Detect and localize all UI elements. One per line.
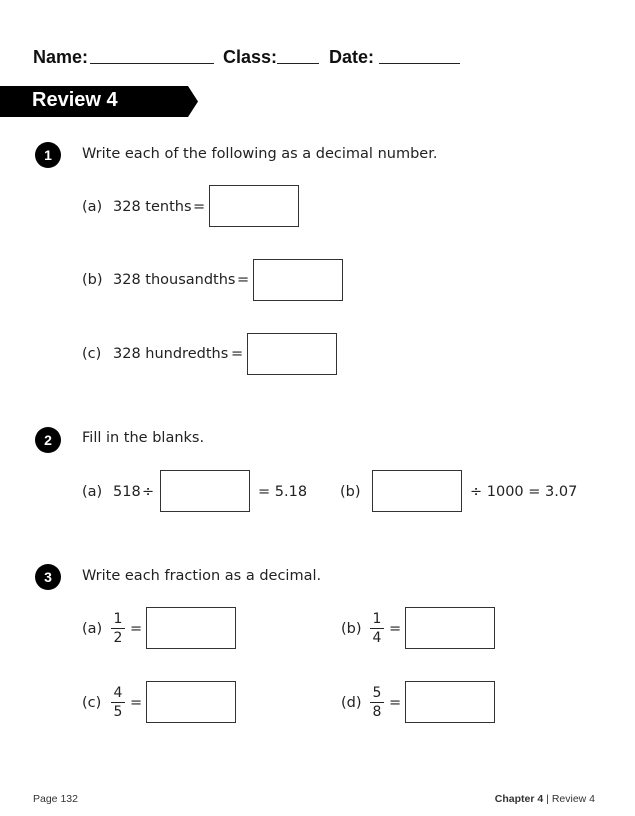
q3d-answer-box[interactable] xyxy=(405,681,495,723)
q3b-answer-box[interactable] xyxy=(405,607,495,649)
q2a-answer-box[interactable] xyxy=(160,470,250,512)
date-label: Date: xyxy=(329,47,375,67)
fraction-bar xyxy=(370,628,384,629)
q3b-denominator: 4 xyxy=(372,630,382,646)
q3b-numerator: 1 xyxy=(372,611,382,627)
q3c-equals: = xyxy=(130,695,143,711)
q1c-label: (c) xyxy=(82,346,102,362)
q1c-answer-box[interactable] xyxy=(247,333,337,375)
q3d-numerator: 5 xyxy=(372,685,382,701)
q3c-fraction xyxy=(111,685,125,720)
q3d-equals: = xyxy=(389,695,402,711)
class-label: Class: xyxy=(223,47,278,67)
q3a-fraction xyxy=(111,611,125,646)
q3d-fraction xyxy=(370,685,384,720)
q2a-label: (a) xyxy=(82,484,103,500)
q3b-label: (b) xyxy=(341,621,362,637)
q2a-divide-sign: ÷ xyxy=(142,484,155,500)
name-field[interactable] xyxy=(90,63,214,64)
q2b-result: ÷ 1000 = 3.07 xyxy=(470,484,578,500)
q3a-answer-box[interactable] xyxy=(146,607,236,649)
q2a-result: = 5.18 xyxy=(258,484,308,500)
q3b-fraction xyxy=(370,611,384,646)
name-label: Name: xyxy=(33,47,89,67)
q3d-denominator: 8 xyxy=(372,704,382,720)
q3a-denominator: 2 xyxy=(113,630,123,646)
q3a-equals: = xyxy=(130,621,143,637)
question-2-number: 2 xyxy=(35,427,61,453)
q3c-denominator: 5 xyxy=(113,704,123,720)
fraction-bar xyxy=(111,628,125,629)
page-number: Page 132 xyxy=(33,793,78,805)
q1b-label: (b) xyxy=(82,272,103,288)
q1b-text: 328 thousandths xyxy=(113,272,236,288)
date-field[interactable] xyxy=(379,63,460,64)
class-field[interactable] xyxy=(277,63,319,64)
q1c-equals: = xyxy=(231,346,244,362)
q3c-answer-box[interactable] xyxy=(146,681,236,723)
fraction-bar xyxy=(370,702,384,703)
q1c-text: 328 hundredths xyxy=(113,346,229,362)
fraction-bar xyxy=(111,702,125,703)
q1a-equals: = xyxy=(193,199,206,215)
question-3-number: 3 xyxy=(35,564,61,590)
q3c-label: (c) xyxy=(82,695,102,711)
question-1-number: 1 xyxy=(35,142,61,168)
q3a-numerator: 1 xyxy=(113,611,123,627)
chapter-label: Chapter 4 xyxy=(494,793,544,805)
q1a-answer-box[interactable] xyxy=(209,185,299,227)
q2b-answer-box[interactable] xyxy=(372,470,462,512)
review-title: Review 4 xyxy=(32,89,118,111)
q3a-label: (a) xyxy=(82,621,103,637)
q2a-dividend: 518 xyxy=(113,484,141,500)
q1a-text: 328 tenths xyxy=(113,199,192,215)
question-3-instruction: Write each fraction as a decimal. xyxy=(82,568,322,584)
footer-separator: | xyxy=(546,793,549,805)
q1b-equals: = xyxy=(237,272,250,288)
footer-chapter xyxy=(495,793,595,805)
q1b-answer-box[interactable] xyxy=(253,259,343,301)
section-label: Review 4 xyxy=(551,793,595,805)
q3b-equals: = xyxy=(389,621,402,637)
question-2-instruction: Fill in the blanks. xyxy=(82,430,205,446)
q3c-numerator: 4 xyxy=(113,685,123,701)
q3d-label: (d) xyxy=(341,695,362,711)
question-1-instruction: Write each of the following as a decimal number. xyxy=(82,146,438,162)
q1a-label: (a) xyxy=(82,199,103,215)
q2b-label: (b) xyxy=(340,484,361,500)
